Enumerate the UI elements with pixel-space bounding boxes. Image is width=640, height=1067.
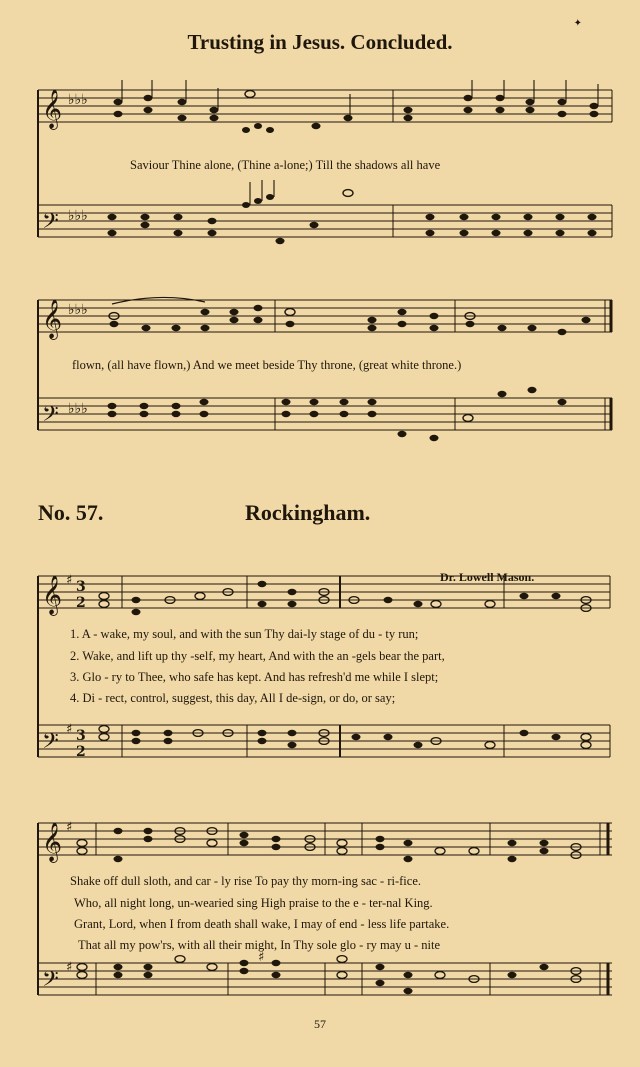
verse-2-line-1: 2. Wake, and lift up thy -self, my heart, And with the an -gels bear the part, (70, 649, 445, 663)
verse-1-line-2: Shake off dull sloth, and car - ly rise To pay thy morn-ing sac - ri-fice. (70, 874, 422, 888)
svg-text:𝄢: 𝄢 (42, 402, 59, 432)
svg-text:𝄢: 𝄢 (42, 729, 59, 759)
svg-text:♯: ♯ (258, 950, 265, 965)
hymn-number: No. 57. (38, 500, 104, 525)
svg-text:♭♭♭: ♭♭♭ (68, 401, 88, 417)
hymn-title: Rockingham. (245, 500, 371, 525)
page-number: 57 (314, 1017, 326, 1031)
verse-1-line-1: 1. A - wake, my soul, and with the sun Thy dai-ly stage of du - ty run; (70, 627, 419, 641)
svg-text:𝄞: 𝄞 (42, 89, 63, 129)
page-title: Trusting in Jesus. Concluded. (187, 30, 453, 54)
svg-text:2: 2 (76, 595, 86, 611)
verse-3-line-1: 3. Glo - ry to Thee, who safe has kept. And has refresh'd me while I slept; (70, 670, 439, 684)
svg-text:♯: ♯ (66, 573, 73, 588)
verse-3-line-2: Grant, Lord, when I from death shall wake, I may of end - less life partake. (74, 917, 450, 931)
verse-2-line-2: Who, all night long, un-wearied sing High praise to the e - ter-nal King. (74, 896, 433, 910)
svg-text:2: 2 (76, 744, 86, 760)
svg-text:𝄢: 𝄢 (42, 209, 59, 239)
svg-text:3: 3 (76, 728, 86, 744)
svg-text:𝄞: 𝄞 (42, 822, 63, 862)
svg-text:3: 3 (76, 579, 86, 595)
svg-text:♭♭♭: ♭♭♭ (68, 92, 88, 108)
svg-text:♯: ♯ (66, 820, 73, 835)
lyric-line-system-1: Saviour Thine alone, (Thine a-lone;) Till the shadows all have (130, 158, 441, 172)
music-system-4 (0, 815, 640, 1015)
svg-text:𝄢: 𝄢 (42, 967, 59, 997)
svg-text:𝄞: 𝄞 (42, 299, 63, 339)
svg-text:♯: ♯ (66, 722, 73, 737)
svg-text:𝄞: 𝄞 (42, 575, 63, 615)
svg-text:♭♭♭: ♭♭♭ (68, 302, 88, 318)
svg-text:♯: ♯ (66, 960, 73, 975)
verse-4-line-1: 4. Di - rect, control, suggest, this day, All I de-sign, or do, or say; (70, 691, 396, 705)
lyric-line-system-2: flown, (all have flown,) And we meet beside Thy throne, (great white throne.) (72, 358, 462, 372)
svg-text:♭♭♭: ♭♭♭ (68, 208, 88, 224)
ink-mark: ✦ (573, 18, 582, 29)
verse-4-line-2: That all my pow'rs, with all their might, In Thy sole glo - ry may u - nite (78, 938, 441, 952)
composer-credit: Dr. Lowell Mason. (440, 570, 535, 584)
